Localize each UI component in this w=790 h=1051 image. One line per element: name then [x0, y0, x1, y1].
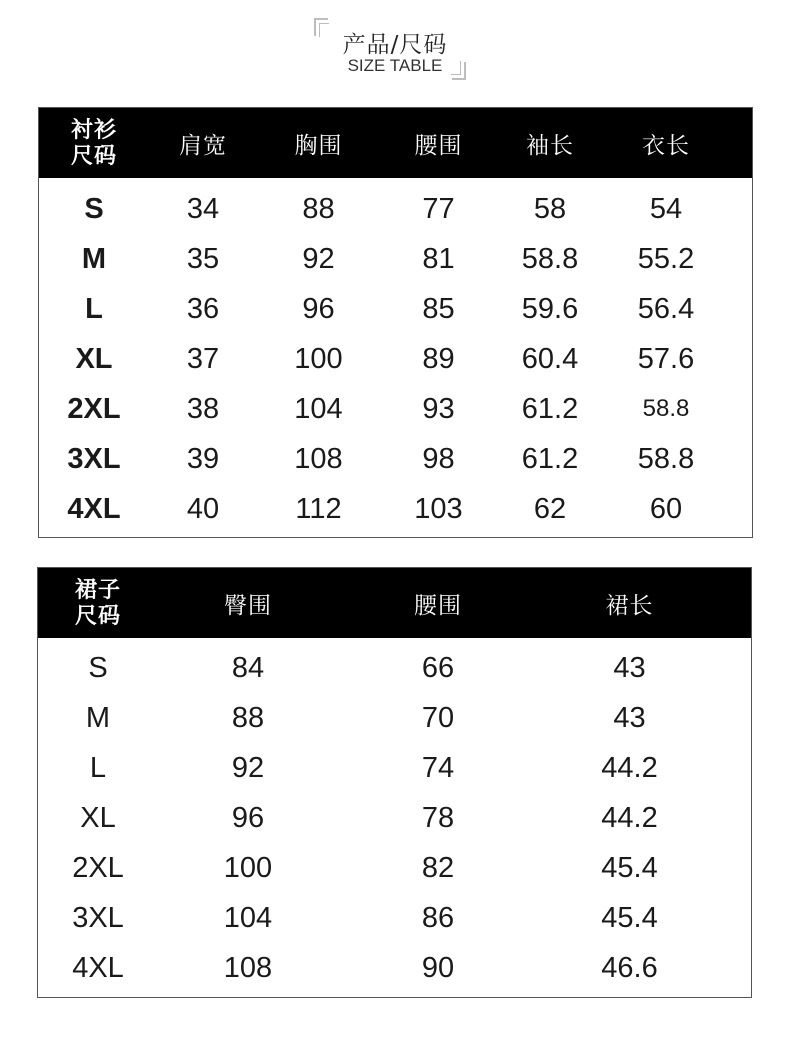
table-row [38, 693, 751, 743]
value-cell: 58 [533, 192, 567, 225]
skirt-table-body [38, 638, 751, 993]
value-cell: 84 [231, 651, 265, 684]
value-cell: 44.2 [601, 801, 658, 834]
value-cell: 38 [186, 392, 220, 425]
value-cell: 46.6 [601, 951, 658, 984]
shirt-size-table [38, 107, 753, 538]
value-cell: 77 [422, 192, 455, 225]
value-cell: 86 [421, 901, 455, 934]
value-cell: 36 [186, 292, 220, 325]
table-row [38, 643, 751, 693]
size-cell: S [84, 192, 104, 225]
size-cell: XL [80, 801, 116, 834]
header-hip: 臀围 [224, 591, 272, 618]
corner-line-1: 衬衫 [70, 117, 117, 142]
size-cell: L [89, 751, 107, 784]
value-cell: 108 [294, 442, 343, 475]
value-cell: 43 [613, 651, 646, 684]
value-cell: 60.4 [521, 342, 579, 375]
title-chinese: 产品/尺码 [342, 32, 448, 58]
value-cell: 55.2 [637, 242, 695, 275]
table-row [39, 334, 752, 384]
table-row [39, 284, 752, 334]
value-cell: 81 [422, 242, 455, 275]
value-cell: 92 [302, 242, 335, 275]
value-cell: 61.2 [521, 392, 579, 425]
value-cell: 35 [186, 242, 220, 275]
shirt-table-header [39, 108, 752, 178]
value-cell: 34 [186, 192, 220, 225]
skirt-size-table [37, 567, 752, 998]
value-cell: 78 [421, 801, 455, 834]
size-cell: 4XL [72, 951, 124, 984]
size-cell: L [85, 292, 103, 325]
header-shoulder-width: 肩宽 [179, 131, 227, 158]
table-row [39, 184, 752, 234]
size-cell: 2XL [72, 851, 124, 884]
value-cell: 89 [422, 342, 455, 375]
table-row [39, 234, 752, 284]
corner-line-2: 尺码 [70, 143, 117, 168]
value-cell: 66 [421, 651, 455, 684]
table-row [39, 484, 752, 534]
value-cell: 100 [294, 342, 343, 375]
size-cell: 2XL [67, 392, 121, 425]
value-cell: 54 [649, 192, 683, 225]
table-row [38, 893, 751, 943]
shirt-size-corner-label [39, 117, 149, 169]
value-cell: 98 [422, 442, 455, 475]
skirt-table-header [38, 568, 751, 638]
value-cell: 62 [533, 492, 567, 525]
value-cell: 108 [223, 951, 273, 984]
header-chest: 胸围 [294, 131, 343, 158]
value-cell: 96 [302, 292, 335, 325]
value-cell: 82 [421, 851, 455, 884]
value-cell: 59.6 [521, 292, 579, 325]
header-skirt-length: 裙长 [605, 591, 654, 618]
value-cell: 100 [223, 851, 273, 884]
value-cell: 40 [186, 492, 220, 525]
skirt-size-corner-label [38, 577, 158, 629]
size-cell: 3XL [72, 901, 124, 934]
corner-line-1: 裙子 [74, 577, 121, 602]
size-cell: S [88, 651, 108, 684]
value-cell: 88 [302, 192, 335, 225]
table-row [39, 384, 752, 434]
value-cell: 58.8 [637, 442, 695, 475]
title-block [0, 14, 790, 84]
value-cell: 45.4 [601, 851, 658, 884]
value-cell: 88 [231, 701, 265, 734]
table-row [39, 434, 752, 484]
value-cell: 92 [231, 751, 265, 784]
header-garment-length: 衣长 [642, 131, 690, 158]
value-cell: 104 [294, 392, 343, 425]
size-cell: XL [75, 342, 113, 375]
value-cell: 45.4 [601, 901, 658, 934]
table-row [38, 843, 751, 893]
size-cell: M [81, 242, 107, 275]
value-cell: 56.4 [637, 292, 695, 325]
value-cell: 57.6 [637, 342, 695, 375]
value-cell: 44.2 [601, 751, 658, 784]
value-cell: 103 [414, 492, 463, 525]
value-cell: 58.8 [521, 242, 579, 275]
value-cell: 85 [422, 292, 455, 325]
value-cell: 61.2 [521, 442, 579, 475]
table-row [38, 793, 751, 843]
corner-line-2: 尺码 [74, 603, 121, 628]
value-cell: 39 [186, 442, 220, 475]
value-cell: 74 [421, 751, 455, 784]
value-cell: 60 [649, 492, 683, 525]
value-cell: 70 [421, 701, 455, 734]
table-row [38, 743, 751, 793]
value-cell: 96 [231, 801, 265, 834]
value-cell: 90 [421, 951, 455, 984]
value-cell: 104 [223, 901, 273, 934]
header-waist: 腰围 [414, 591, 462, 618]
value-cell: 58.8 [642, 395, 690, 422]
size-cell: M [85, 701, 111, 734]
size-cell: 4XL [67, 492, 121, 525]
shirt-table-body [39, 178, 752, 534]
value-cell: 93 [422, 392, 455, 425]
value-cell: 43 [613, 701, 646, 734]
title-english: SIZE TABLE [347, 56, 443, 75]
header-sleeve-length: 袖长 [526, 131, 574, 158]
corner-bracket-right-icon [452, 62, 466, 80]
value-cell: 112 [295, 492, 342, 525]
header-waist: 腰围 [414, 131, 463, 158]
value-cell: 37 [186, 342, 220, 375]
table-row [38, 943, 751, 993]
size-cell: 3XL [67, 442, 121, 475]
